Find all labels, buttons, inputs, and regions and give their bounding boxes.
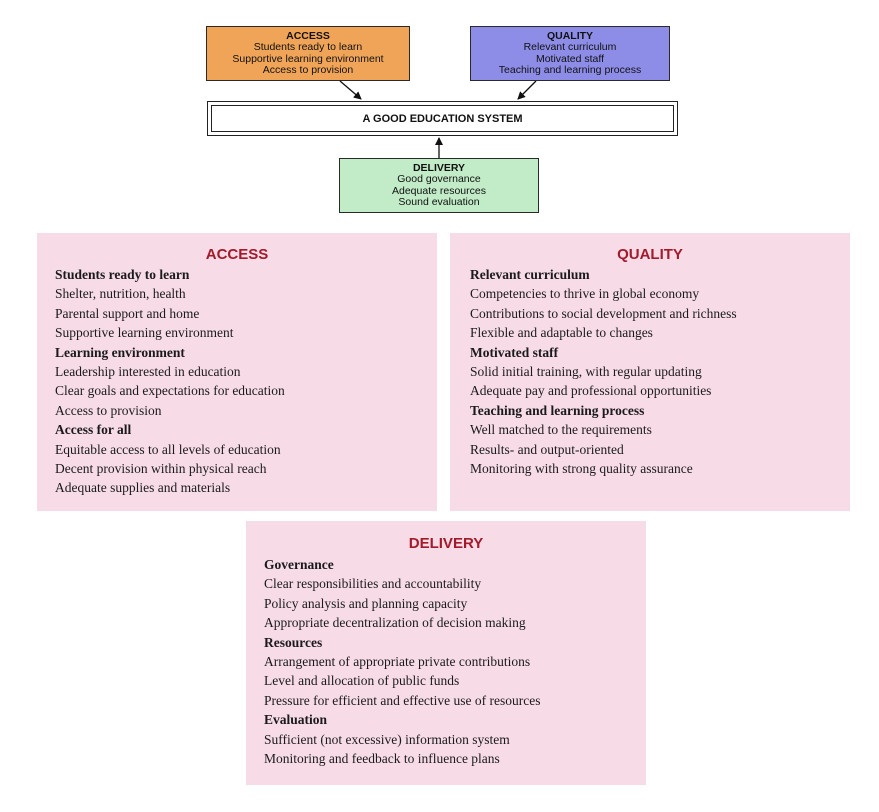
quality-list-item: Competencies to thrive in global economy	[470, 286, 700, 302]
quality-section-heading: Motivated staff	[470, 344, 559, 360]
access-box-line: Supportive learning environment	[232, 52, 384, 65]
quality-box-line: Motivated staff	[535, 52, 605, 65]
central-box-label: A GOOD EDUCATION SYSTEM	[211, 105, 674, 132]
access-panel-title: ACCESS	[205, 246, 269, 263]
delivery-section-heading: Evaluation	[264, 712, 328, 728]
quality-box-line: Relevant curriculum	[523, 41, 617, 53]
access-box-title: ACCESS	[286, 29, 330, 42]
delivery-list-item: Level and allocation of public funds	[264, 673, 460, 689]
delivery-list-item: Monitoring and feedback to influence plans	[264, 751, 500, 767]
access-list-item: Leadership interested in education	[55, 364, 241, 380]
quality-box-title: QUALITY	[546, 29, 594, 42]
delivery-box-line: Adequate resources	[392, 184, 486, 197]
delivery-section-heading: Resources	[264, 634, 323, 650]
delivery-section-heading: Governance	[264, 557, 334, 572]
delivery-list-item: Appropriate decentralization of decision making	[264, 615, 526, 631]
access-list-item: Supportive learning environment	[55, 325, 234, 341]
quality-section-heading: Teaching and learning process	[470, 402, 645, 418]
access-list-item: Parental support and home	[55, 305, 200, 321]
quality-panel-title: QUALITY	[617, 246, 683, 263]
delivery-list-item: Sufficient (not excessive) information system	[264, 731, 510, 747]
quality-item-list	[450, 265, 850, 478]
delivery-panel-title: DELIVERY	[408, 535, 484, 552]
access-list-item: Clear goals and expectations for education	[55, 383, 285, 399]
delivery-item-list	[246, 555, 646, 768]
quality-arrow	[518, 81, 536, 99]
access-box-line: Students ready to learn	[253, 41, 363, 53]
quality-box-line: Teaching and learning process	[498, 64, 642, 76]
access-item-list	[37, 265, 437, 498]
quality-list-item: Adequate pay and professional opportunities	[470, 383, 712, 399]
access-box-line: Access to provision	[262, 64, 354, 76]
quality-list-item: Well matched to the requirements	[470, 422, 652, 438]
delivery-list-item: Arrangement of appropriate private contributions	[264, 654, 531, 670]
quality-section-heading: Relevant curriculum	[470, 267, 590, 282]
delivery-box-line: Good governance	[397, 173, 481, 185]
access-list-item: Decent provision within physical reach	[55, 461, 267, 477]
quality-list-item: Flexible and adaptable to changes	[470, 325, 653, 341]
delivery-box-title: DELIVERY	[412, 161, 466, 174]
delivery-panel	[246, 521, 646, 785]
access-list-item: Equitable access to all levels of education	[55, 441, 281, 457]
access-list-item: Access to provision	[55, 402, 162, 418]
access-section-heading: Learning environment	[55, 344, 185, 360]
delivery-list-item: Clear responsibilities and accountability	[264, 576, 482, 592]
quality-list-item: Monitoring with strong quality assurance	[470, 461, 693, 477]
delivery-list-item: Pressure for efficient and effective use of resources	[264, 692, 541, 708]
quality-list-item: Solid initial training, with regular updating	[470, 364, 702, 380]
quality-panel	[450, 233, 850, 511]
access-arrow	[340, 81, 361, 99]
delivery-list-item: Policy analysis and planning capacity	[264, 595, 468, 611]
quality-list-item: Results- and output-oriented	[470, 441, 624, 457]
quality-list-item: Contributions to social development and richness	[470, 305, 737, 321]
access-list-item: Shelter, nutrition, health	[55, 286, 186, 302]
access-panel	[37, 233, 437, 511]
access-section-heading: Students ready to learn	[55, 267, 190, 282]
delivery-box-line: Sound evaluation	[398, 196, 480, 208]
access-list-item: Adequate supplies and materials	[55, 480, 231, 496]
access-section-heading: Access for all	[55, 422, 132, 438]
